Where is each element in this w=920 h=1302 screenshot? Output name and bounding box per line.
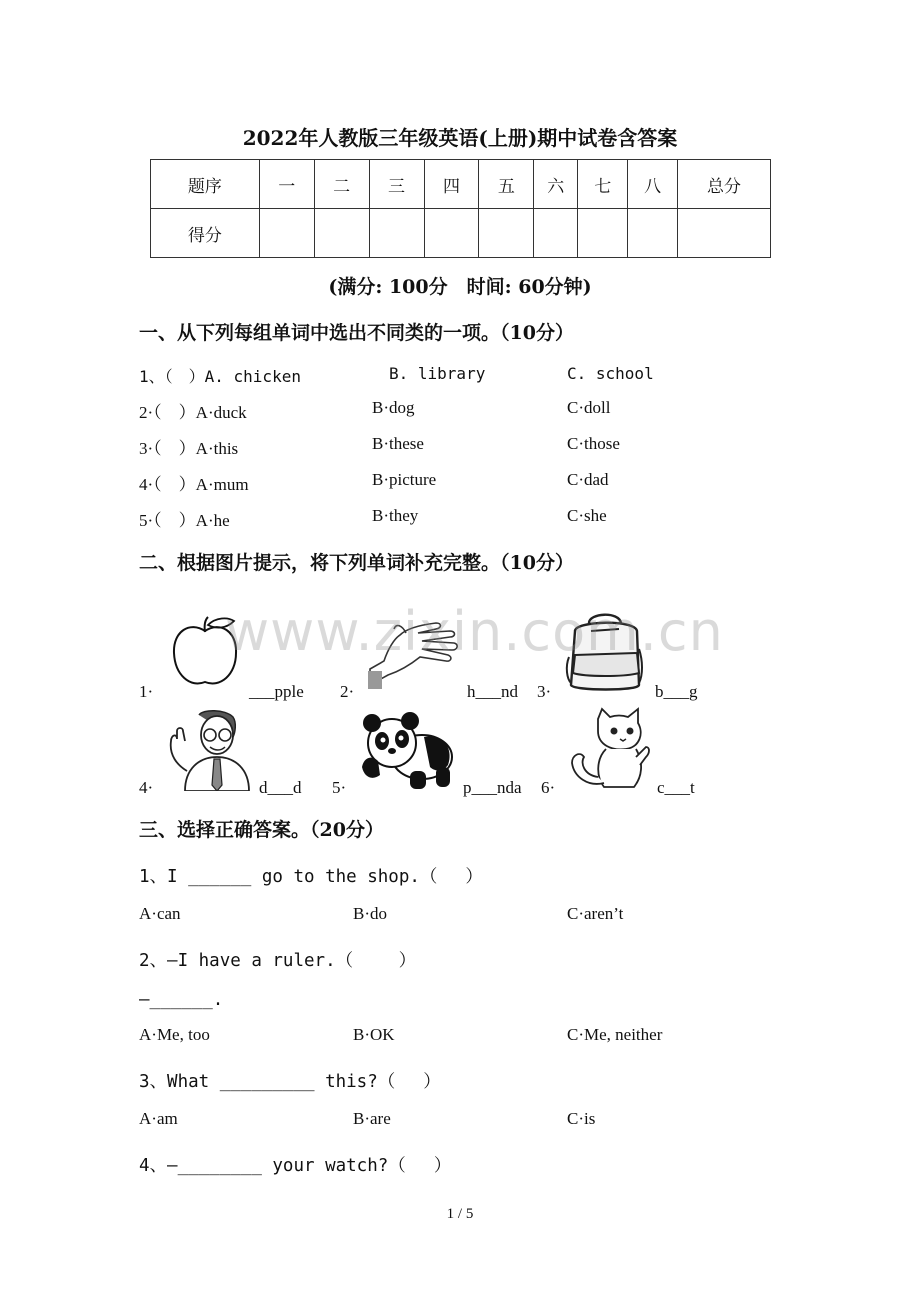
score-header-cell: 总分 <box>678 160 771 209</box>
score-header-cell: 四 <box>424 160 479 209</box>
s2-item6-word: c___t <box>657 778 695 797</box>
section3-heading: 三、选择正确答案。（20分） <box>139 819 384 841</box>
score-header-cell: 八 <box>628 160 678 209</box>
s3-q1-a: A·can <box>139 904 181 923</box>
s3-q2-a: A·Me, too <box>139 1025 210 1044</box>
section1-heading: 一、从下列每组单词中选出不同类的一项。（10分） <box>139 322 574 344</box>
score-header-cell: 六 <box>534 160 578 209</box>
s2-item6-num: 6· <box>541 778 556 797</box>
score-table-score-row <box>151 209 771 258</box>
page-number: 1 / 5 <box>446 1206 474 1222</box>
s1-q1-c: C. school <box>567 364 654 383</box>
s1-q2-b: B·dog <box>372 398 415 417</box>
score-cell[interactable] <box>534 209 578 258</box>
s1-q4-b: B·picture <box>372 470 437 489</box>
s2-item2-num: 2· <box>340 682 355 701</box>
s1-q1-b: B. library <box>389 364 486 383</box>
section2-heading: 二、根据图片提示，将下列单词补充完整。（10分） <box>139 552 574 574</box>
s1-q5-b: B·they <box>372 506 419 525</box>
s1-q3-b: B·these <box>372 434 424 453</box>
s2-item5-num: 5· <box>332 778 347 797</box>
s2-item2-word: h___nd <box>467 682 518 701</box>
score-cell[interactable] <box>578 209 628 258</box>
s3-q1-b: B·do <box>353 904 387 923</box>
page-title: 2022年人教版三年级英语(上册)期中试卷含答案 <box>242 126 678 150</box>
score-row-label: 得分 <box>151 209 260 258</box>
cat-icon <box>568 707 652 793</box>
s2-item4-word: d___d <box>259 778 302 797</box>
s2-item1-num: 1· <box>139 682 154 701</box>
s1-q3-c: C·those <box>567 434 620 453</box>
s2-item3-num: 3· <box>537 682 552 701</box>
score-cell[interactable] <box>479 209 534 258</box>
s3-q3-stem: 3、What _________ this?（ ） <box>139 1072 441 1092</box>
s2-item4-num: 4· <box>139 778 154 797</box>
s2-item3-word: b___g <box>655 682 698 701</box>
score-header-cell: 五 <box>479 160 534 209</box>
score-cell[interactable] <box>259 209 314 258</box>
score-header-cell: 七 <box>578 160 628 209</box>
score-cell[interactable] <box>628 209 678 258</box>
score-cell[interactable] <box>678 209 771 258</box>
s3-q2-stem: 2、—I have a ruler.（ ） <box>139 951 417 971</box>
panda-icon <box>358 711 456 791</box>
s1-q4-c: C·dad <box>567 470 609 489</box>
score-table-header-row <box>151 160 771 209</box>
s3-q1-stem: 1、I ______ go to the shop.（ ） <box>139 867 483 887</box>
s2-item1-word: ___pple <box>249 682 304 701</box>
s1-q3-a: 3·（ ）A·this <box>139 439 239 458</box>
score-table <box>150 159 771 258</box>
s1-q5-c: C·she <box>567 506 607 525</box>
s3-q2-answer-line: —______. <box>139 990 224 1010</box>
s1-q2-a: 2·（ ）A·duck <box>139 403 247 422</box>
s1-q2-c: C·doll <box>567 398 611 417</box>
watermark: www.zixin.com.cn <box>225 600 724 663</box>
s3-q2-b: B·OK <box>353 1025 395 1044</box>
s1-q4-a: 4·（ ）A·mum <box>139 475 249 494</box>
s1-q1-a: 1、（ ）A. chicken <box>139 367 301 386</box>
s1-q5-a: 5·（ ）A·he <box>139 511 230 530</box>
dad-icon <box>163 707 253 791</box>
s3-q3-c: C·is <box>567 1109 596 1128</box>
score-cell[interactable] <box>369 209 424 258</box>
s3-q1-c: C·aren’t <box>567 904 624 923</box>
s3-q4-stem: 4、—________ your watch?（ ） <box>139 1156 452 1176</box>
score-header-cell: 题序 <box>151 160 260 209</box>
s3-q2-c: C·Me, neither <box>567 1025 663 1044</box>
score-cell[interactable] <box>314 209 369 258</box>
full-mark-time: (满分: 100分 时间: 60分钟) <box>328 276 592 298</box>
score-header-cell: 一 <box>259 160 314 209</box>
s3-q3-b: B·are <box>353 1109 391 1128</box>
score-header-cell: 二 <box>314 160 369 209</box>
score-cell[interactable] <box>424 209 479 258</box>
s2-item5-word: p___nda <box>463 778 522 797</box>
score-header-cell: 三 <box>369 160 424 209</box>
s3-q3-a: A·am <box>139 1109 178 1128</box>
